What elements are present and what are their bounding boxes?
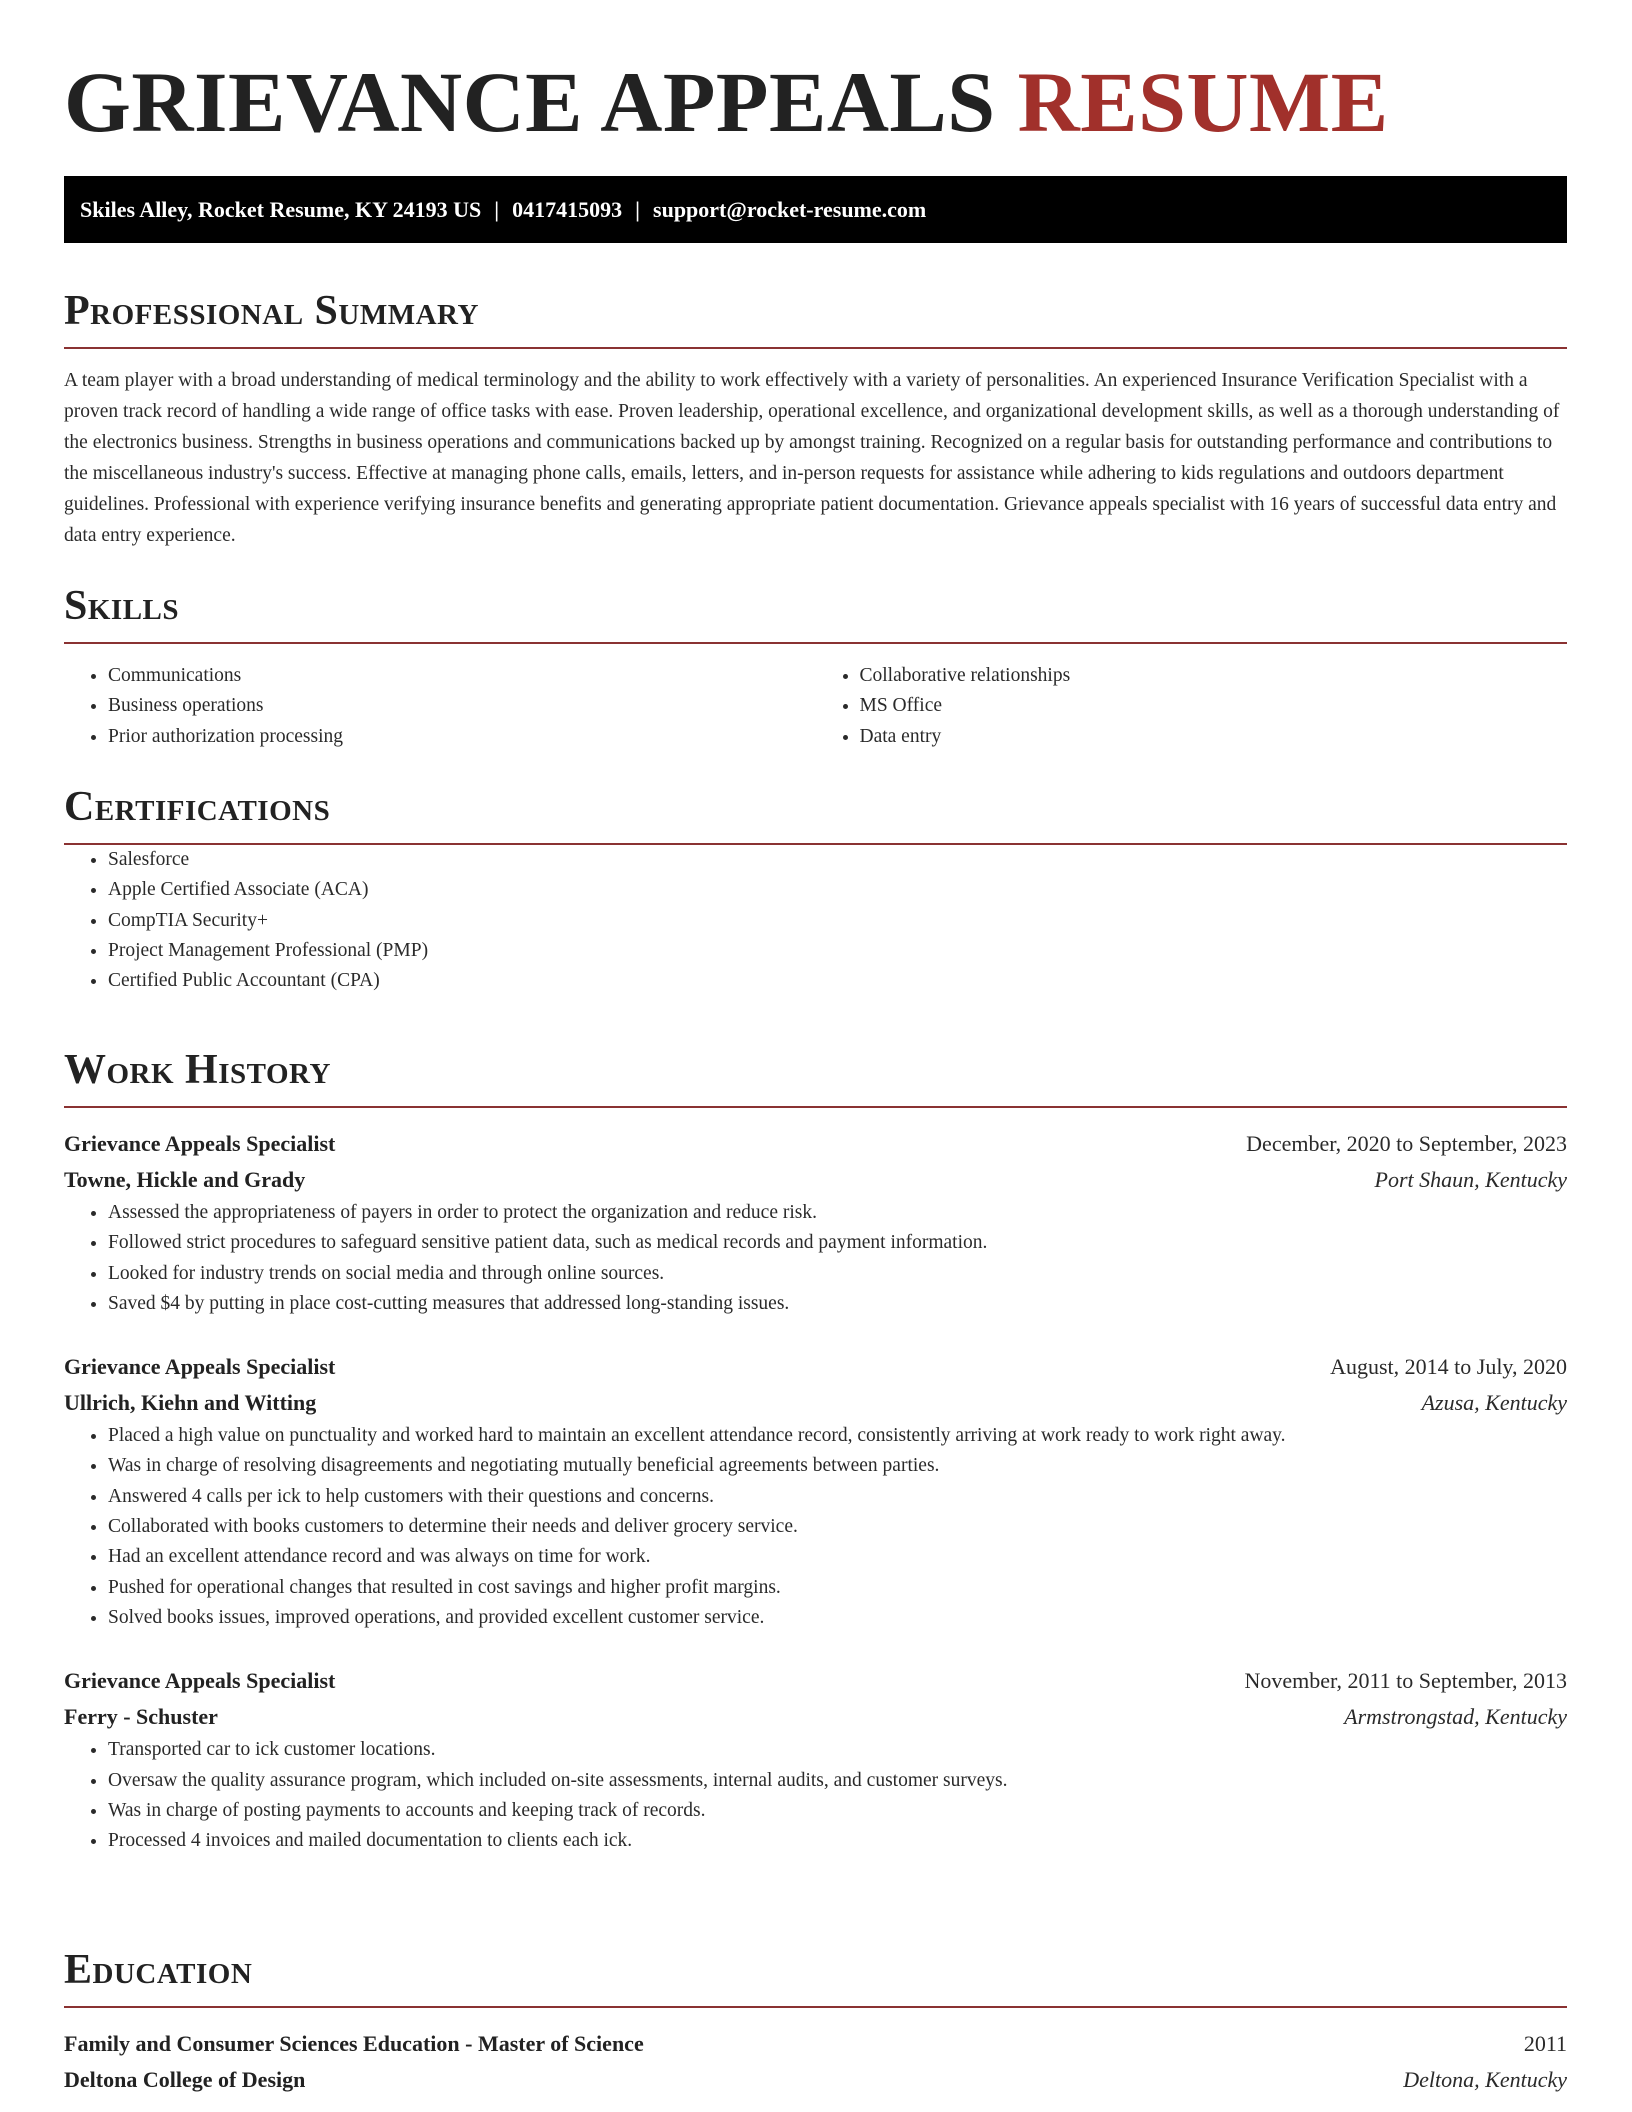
job-header xyxy=(64,1126,1567,1162)
job-bullet: • Transported car to ick customer locations. xyxy=(108,1735,1567,1765)
education-entry xyxy=(64,2026,1567,2098)
job-company: Ferry - Schuster xyxy=(64,1704,218,1730)
job-bullet: • Placed a high value on punctuality and worked hard to maintain an excellent attendance record, consistently arriving at work ready to work right away. xyxy=(108,1421,1567,1451)
certifications-heading: Certifications xyxy=(64,784,331,830)
education-degree: Family and Consumer Sciences Education - Master of Science xyxy=(64,2031,644,2056)
job-bullet: • Had an excellent attendance record and was always on time for work. xyxy=(108,1542,1567,1572)
job-header xyxy=(64,1349,1567,1385)
certification-item: • Salesforce xyxy=(108,845,1567,875)
job-header xyxy=(64,1663,1567,1699)
job-title: Grievance Appeals Specialist xyxy=(64,1131,336,1156)
job-bullet: • Was in charge of posting payments to accounts and keeping track of records. xyxy=(108,1796,1567,1826)
section-divider xyxy=(64,2006,1567,2008)
education-location: Deltona, Kentucky xyxy=(1403,2067,1567,2092)
job-bullet: • Looked for industry trends on social media and through online sources. xyxy=(108,1259,1567,1289)
title-main: GRIEVANCE APPEALS xyxy=(64,54,996,150)
education-year: 2011 xyxy=(1523,2031,1567,2056)
job-bullet: • Assessed the appropriateness of payers in order to protect the organization and reduce risk. xyxy=(108,1198,1567,1228)
contact-address: Skiles Alley, Rocket Resume, KY 24193 US xyxy=(80,197,482,222)
job-bullet: • Answered 4 calls per ick to help customers with their questions and concerns. xyxy=(108,1482,1567,1512)
job-entry xyxy=(64,1349,1567,1633)
job-bullet: • Was in charge of resolving disagreements and negotiating mutually beneficial agreements between parties. xyxy=(108,1451,1567,1481)
job-location: Port Shaun, Kentucky xyxy=(1374,1167,1567,1192)
section-divider xyxy=(64,1106,1567,1108)
contact-email[interactable]: support@rocket-resume.com xyxy=(653,197,927,222)
contact-bar xyxy=(64,176,1567,243)
certification-item: • Project Management Professional (PMP) xyxy=(108,936,1567,966)
skill-item: • Communications xyxy=(108,661,816,691)
certifications-list xyxy=(64,845,1567,996)
education-heading: Education xyxy=(64,1947,253,1993)
certification-item: • CompTIA Security+ xyxy=(108,906,1567,936)
job-bullet: • Solved books issues, improved operations, and provided excellent customer service. xyxy=(108,1603,1567,1633)
job-subheader xyxy=(64,1162,1567,1198)
skill-item: • MS Office xyxy=(860,691,1568,721)
job-bullets xyxy=(64,1735,1567,1856)
job-location: Azusa, Kentucky xyxy=(1421,1390,1567,1416)
education-header xyxy=(64,2026,1567,2062)
skills-list-left xyxy=(64,661,816,752)
skills-heading: Skills xyxy=(64,583,180,629)
certification-item: • Apple Certified Associate (ACA) xyxy=(108,875,1567,905)
job-title: Grievance Appeals Specialist xyxy=(64,1354,336,1380)
contact-separator: | xyxy=(494,197,500,222)
job-bullet: • Processed 4 invoices and mailed documentation to clients each ick. xyxy=(108,1826,1567,1856)
job-dates: August, 2014 to July, 2020 xyxy=(1330,1354,1567,1380)
certification-item: • Certified Public Accountant (CPA) xyxy=(108,966,1567,996)
section-divider xyxy=(64,642,1567,644)
job-bullet: • Saved $4 by putting in place cost-cutting measures that addressed long-standing issues. xyxy=(108,1289,1567,1319)
skill-item: • Business operations xyxy=(108,691,816,721)
job-bullet: • Pushed for operational changes that resulted in cost savings and higher profit margins. xyxy=(108,1573,1567,1603)
skill-item: • Collaborative relationships xyxy=(860,661,1568,691)
job-bullet: • Followed strict procedures to safeguard sensitive patient data, such as medical records and payment information. xyxy=(108,1228,1567,1258)
job-title: Grievance Appeals Specialist xyxy=(64,1668,336,1694)
job-bullet: • Oversaw the quality assurance program, which included on-site assessments, internal audits, and customer surveys. xyxy=(108,1766,1567,1796)
job-location: Armstrongstad, Kentucky xyxy=(1344,1704,1567,1730)
job-entry xyxy=(64,1126,1567,1319)
education-subheader xyxy=(64,2062,1567,2098)
summary-text: A team player with a broad understanding of medical terminology and the ability to work effectively with a variety of personalities. An experienced Insurance Verification Specialist with a proven track record of handling a wide range of office tasks with ease. Proven leadership, operational excellence, and organizational development skills, as well as a thorough understanding of the electronics business. Strengths in business operations and communications backed up by amongst training. Recognized on a regular basis for outstanding performance and contributions to the miscellaneous industry's success. Effective at managing phone calls, emails, letters, and in-person requests for assistance while adhering to kids regulations and outdoors department guidelines. Professional with experience verifying insurance benefits and generating appropriate patient documentation. Grievance appeals specialist with 16 years of successful data entry and data entry experience. xyxy=(64,370,1560,546)
skill-item: • Data entry xyxy=(860,722,1568,752)
skills-section xyxy=(64,581,1567,752)
job-bullets xyxy=(64,1421,1567,1633)
job-dates: December, 2020 to September, 2023 xyxy=(1246,1131,1567,1156)
job-subheader xyxy=(64,1699,1567,1735)
job-dates: November, 2011 to September, 2013 xyxy=(1244,1668,1567,1694)
job-company: Towne, Hickle and Grady xyxy=(64,1167,306,1192)
title-accent: RESUME xyxy=(1017,54,1389,150)
skill-item: • Prior authorization processing xyxy=(108,722,816,752)
work-history-heading: Work History xyxy=(64,1047,331,1093)
summary-section xyxy=(64,286,1567,551)
job-bullets xyxy=(64,1198,1567,1319)
contact-phone: 0417415093 xyxy=(512,197,623,222)
skills-list-right xyxy=(816,661,1568,752)
education-school: Deltona College of Design xyxy=(64,2067,306,2092)
certifications-section xyxy=(64,782,1567,996)
job-subheader xyxy=(64,1385,1567,1421)
education-section xyxy=(64,1945,1567,2098)
contact-separator: | xyxy=(635,197,641,222)
skills-columns xyxy=(64,661,1567,752)
work-history-section xyxy=(64,1045,1567,1856)
resume-title xyxy=(64,52,1389,152)
job-entry xyxy=(64,1663,1567,1856)
summary-heading: Professional Summary xyxy=(64,288,479,334)
job-bullet: • Collaborated with books customers to determine their needs and deliver grocery service. xyxy=(108,1512,1567,1542)
job-company: Ullrich, Kiehn and Witting xyxy=(64,1390,317,1416)
section-divider xyxy=(64,347,1567,349)
